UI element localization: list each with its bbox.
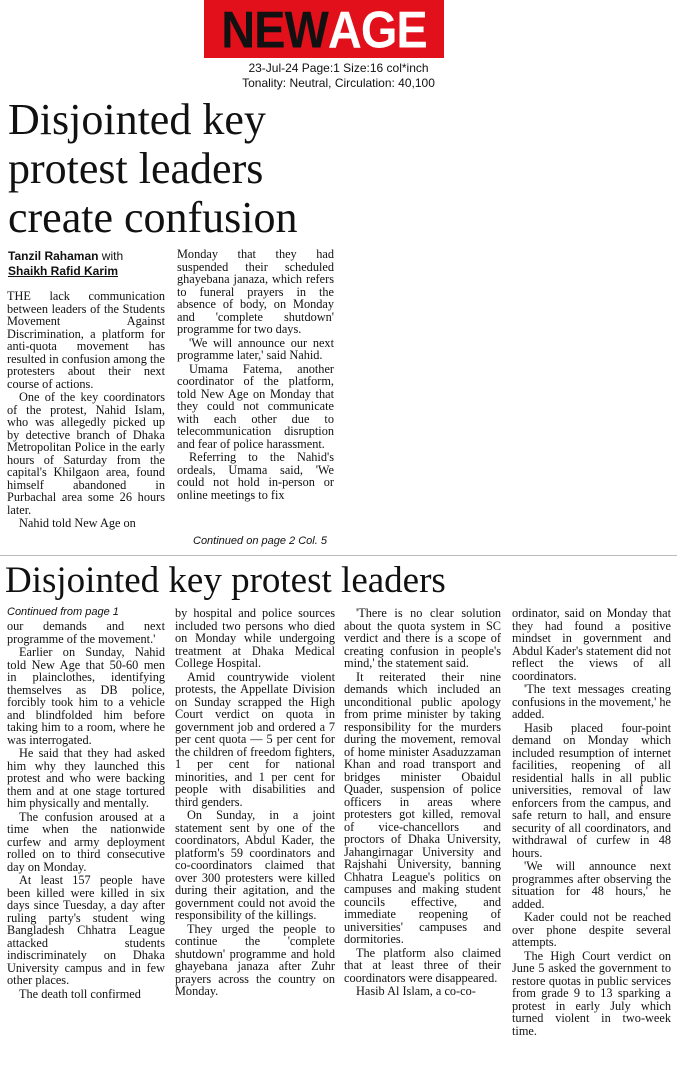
paragraph: The confusion aroused at a time when the nationwide curfew and army deployment rolled on to third consecutive day on Monday.: [7, 809, 165, 874]
paragraph: Nahid told New Age on: [19, 516, 136, 530]
paragraph: 'There is no clear solution about the quota system in SC verdict and there is a scope of creating confusion in people's mind,' the statement said.: [344, 606, 501, 670]
continued-from-note: Continued from page 1: [7, 606, 119, 618]
paragraph: One of the key coordinators of the protest, Nahid Islam, who was allegedly picked up by detective branch of Dhaka Metropolitan Police in the early hours of Saturday from the capital's Khilgaon area, found himself abandoned in Purbachal area some 26 hours later.: [7, 390, 165, 517]
paragraph: The platform also claimed that at least three of their coordinators were disappeared.: [344, 945, 501, 985]
logo-new-text: NEW: [221, 0, 328, 59]
paragraph: On Sunday, in a joint statement sent by one of the coordinators, Abdul Kader, the platform's 59 coordinators and co-coordinators claimed that over 300 protesters were killed during their agitation, and the government could not avoid the responsibility of the killings.: [175, 808, 335, 922]
article1-headline: Disjointed key protest leaders create confusion: [8, 95, 298, 242]
paragraph: It reiterated their nine demands which included an unconditional public apology from prime minister by taking responsibility for the murders during the movement, removal of home minister Asaduzzaman Khan and road transport and bridges minister Obaidul Quader, suspension of police officers in areas where protesters got killed, removal of vice-chancellors and proctors of Dhaka University, Jahangirnagar University and Rajshahi University, banning Chhatra League's politics on campuses and making student councils effective, and immediate reopening of universities' campuses and dormitories.: [344, 669, 501, 946]
article2-column-4: [512, 607, 671, 1038]
paragraph: Amid countrywide violent protests, the Appellate Division on Sunday scrapped the High Court verdict on quota in government job and ordered a 7 per cent quota — 5 per cent for the children of freedom fighters, 1 per cent for national minorities, and 1 per cent for people with disabilities and third genders.: [175, 669, 335, 809]
byline-coauthor: Shaikh Rafid Karim: [8, 264, 119, 278]
byline: [8, 249, 170, 279]
paragraph: He said that they had asked him why they launched this protest and who were backing them and at one stage tortured him physically and mentally.: [7, 746, 165, 810]
paragraph: THE lack communication between leaders of the Students Movement Against Discrimination, a platform for anti-quota movement has resulted in confusion among the protesters about their next course of actions.: [7, 289, 165, 391]
clip-tonality: Tonality: Neutral, Circulation: 40,100: [242, 76, 435, 90]
article-divider: [0, 555, 677, 556]
paragraph: Referring to the Nahid's ordeals, Umama said, 'We could not hold in-person or online meetings to fix: [177, 450, 334, 502]
article2-column-1: [7, 620, 165, 1001]
article2-column-2: [175, 607, 335, 999]
paragraph: our demands and next programme of the movement.': [7, 619, 165, 646]
paragraph: Earlier on Sunday, Nahid told New Age that 50-60 men in plainclothes, identifying themselves as DB police, forcibly took him to a vehicle and blindfolded him before taking him to a room, where he was interrogated.: [7, 645, 165, 747]
paragraph: Kader could not be reached over phone despite several attempts.: [512, 910, 671, 949]
continued-on-note: Continued on page 2 Col. 5: [193, 535, 327, 547]
byline-author: Tanzil Rahaman: [8, 249, 99, 263]
paragraph: At least 157 people have been killed were killed in six days since Tuesday, a day after ruling party's student wing Bangladesh Chhatra League attacked students indiscriminately on Dhaka University campus and in few other places.: [7, 873, 165, 987]
article2-column-3: [344, 607, 501, 999]
paragraph: Hasib Al Islam, a co-co-: [356, 984, 476, 998]
paragraph: 'The text messages creating confusions in the movement,' he added.: [512, 682, 671, 721]
paragraph: The death toll confirmed: [19, 986, 141, 1001]
logo-age-text: AGE: [327, 0, 427, 59]
clip-date-size: 23-Jul-24 Page:1 Size:16 col*inch: [248, 61, 429, 75]
article2-headline: Disjointed key protest leaders: [5, 560, 446, 601]
newage-logo: [204, 0, 444, 58]
paragraph: Monday that they had suspended their scheduled ghayebana janaza, which refers to funeral prayers in the absence of body, on Monday and 'complete shutdown' programme for two days.: [177, 247, 334, 336]
byline-with: with: [98, 249, 124, 263]
paragraph: ordinator, said on Monday that they had found a positive mindset in government and Abdul Kader's statement did not reflect the views of all coordinators.: [512, 606, 671, 683]
paragraph: Umama Fatema, another coordinator of the platform, told New Age on Monday that they could not communicate with each other due to telecommunication disruption and fear of police harassment.: [177, 361, 334, 451]
paragraph: The High Court verdict on June 5 asked the government to restore quotas in public services from grade 9 to 13 sparking a protest in early July which turned violent in two-week time.: [512, 948, 671, 1038]
paragraph: 'We will announce our next programme later,' said Nahid.: [177, 335, 334, 362]
article1-column-1: [7, 290, 165, 531]
paragraph: by hospital and police sources included two persons who died on Monday while undergoing treatment at Dhaka Medical College Hospital.: [175, 606, 335, 670]
paragraph: They urged the people to continue the 'complete shutdown' programme and hold ghayebana janaza after Zuhr prayers across the country on Monday.: [175, 921, 335, 998]
paragraph: 'We will announce next programmes after observing the situation for 48 hours,' he added.: [512, 859, 671, 911]
paragraph: Hasib placed four-point demand on Monday which included resumption of internet facilities, reopening of all residential halls in all public universities, removal of law enforcers from the campus, and safe return to hall, and ensure security of all coordinators, and withdrawal of curfew in 48 hours.: [512, 720, 671, 860]
article1-column-2: [177, 248, 334, 502]
